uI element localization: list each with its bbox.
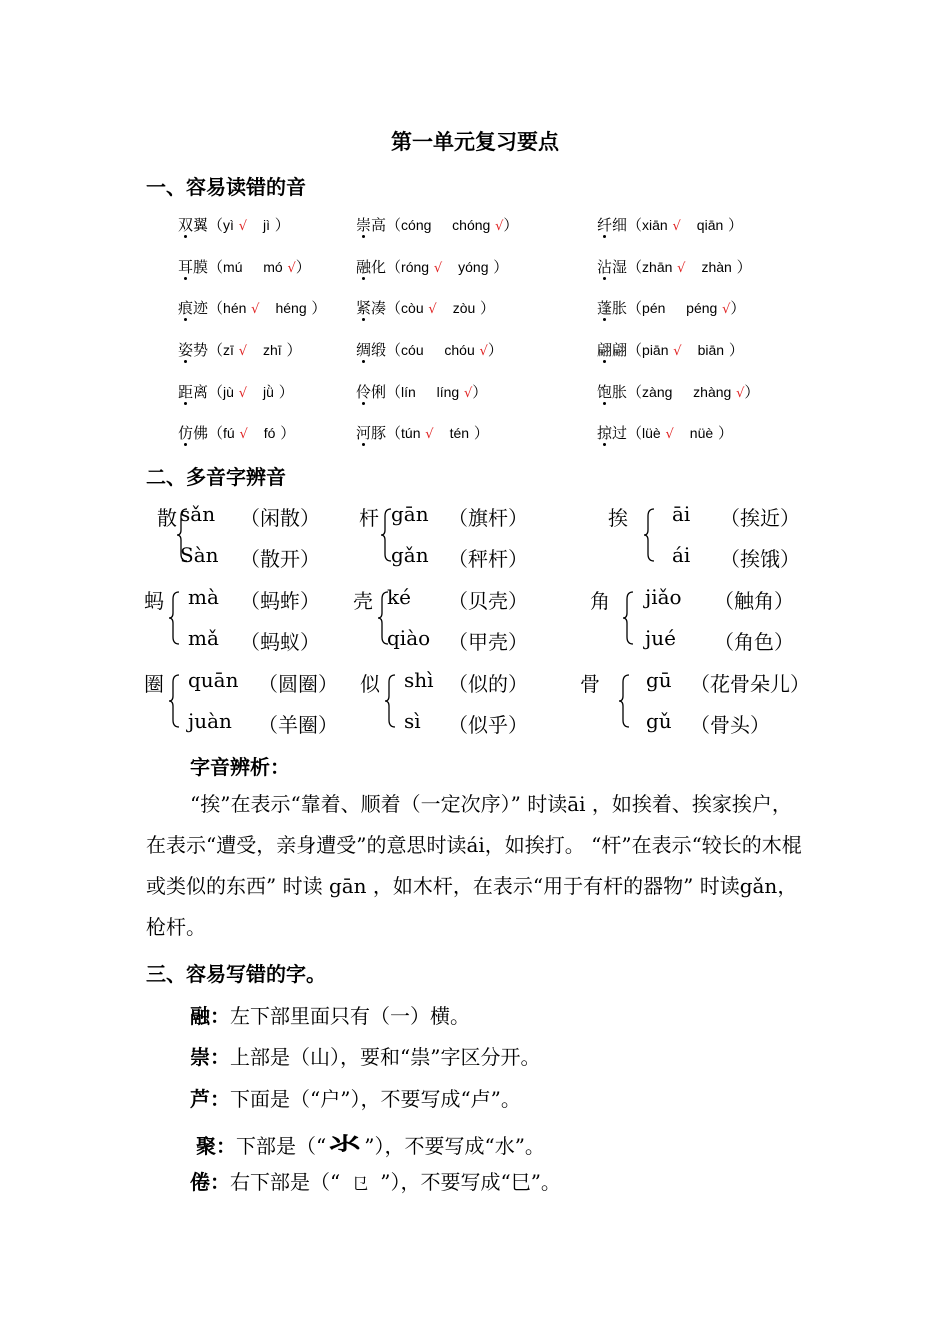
writing-item [190,1166,561,1195]
reading-option: cóu [401,342,424,358]
analysis-label: 字音辨析： [190,755,290,779]
writing-text: 左下部里面只有（一）横。 [230,1004,470,1028]
reading-word [597,339,627,360]
reading-option: yóng [458,259,489,275]
polyphone-reading: Sàn [180,543,219,567]
emphasis-dot [184,277,187,280]
reading-item: 崇高 （cóng chóng √） [356,214,518,235]
emphasis-dot [184,360,187,363]
reading-word-text: 纤细 [597,216,628,234]
emphasis-dot [603,277,606,280]
reading-option: tén [449,425,470,441]
reading-word [597,214,627,235]
polyphone-char: 挨 [608,506,628,530]
reading-word [178,256,208,277]
polyphone-word: （挨近） [720,506,800,530]
reading-item: 绸缎 （cóu chóu √） [356,339,503,360]
check-mark: √ [433,261,443,276]
polyphone-word: （挨饿） [720,547,800,571]
reading-option: fó [263,425,276,441]
reading-option: cóng [401,217,432,233]
writing-text: 上部是（山），要和“祟”字区分开。 [230,1045,541,1069]
emphasis-dot [184,318,187,321]
writing-text-pre: 下部是（“ [236,1134,327,1158]
reading-option: nüè [689,425,714,441]
reading-word [356,381,386,402]
reading-option: mó [263,259,283,275]
emphasis-dot [362,402,365,405]
reading-option: lüè [642,425,661,441]
check-mark: √ [677,261,686,276]
polyphone-word: （似的） [448,672,528,696]
reading-item: 双翼 （yì √ jì ） [178,214,290,235]
reading-item: 纤细 （xiān √ qiān ） [597,214,743,235]
check-mark: √ [428,302,437,317]
reading-item: 耳膜 （mú mó √） [178,256,311,277]
check-mark: √ [673,344,682,359]
reading-option: xiān [642,217,668,233]
reading-option: héng [275,300,307,316]
emphasis-dot [603,360,606,363]
polyphone-reading: gǎn [391,543,429,567]
polyphone-char: 骨 [580,672,600,696]
reading-option: chóu [444,342,475,358]
reading-item: 伶俐 （lín líng √） [356,381,487,402]
polyphone-word: （似乎） [448,713,528,737]
reading-option: pén [642,300,666,316]
reading-option: zī [223,342,234,358]
check-mark: √ [238,219,247,234]
brace-icon [622,591,634,645]
polyphone-reading: qiào [387,626,431,650]
check-mark: √ [425,427,434,442]
check-mark: √ [722,302,731,317]
reading-option: zhān [642,259,673,275]
reading-option: jǜ [263,384,274,400]
reading-word-text: 融化 [356,258,387,276]
polyphone-char: 圈 [144,672,164,696]
reading-word [178,339,208,360]
polyphone-word: （圆圈） [258,672,338,696]
reading-item: 仿佛 （fú √ fó ） [178,422,295,443]
polyphone-word: （蚂蚱） [240,589,320,613]
polyphone-char: 散 [157,506,177,530]
reading-option: jù [223,384,234,400]
reading-word [597,297,627,318]
reading-option: lín [401,384,416,400]
reading-item: 蓬胀 （pén péng √） [597,297,745,318]
component-glyph: 㔾 [352,1174,369,1193]
section-heading-1: 一、容易读错的音 [146,175,306,199]
writing-char: 芦： [190,1087,230,1111]
section-heading-3: 三、容易写错的字。 [146,962,326,986]
reading-item: 痕迹 （hén √ héng ） [178,297,326,318]
reading-option: còu [401,300,424,316]
check-mark: √ [495,219,504,234]
reading-word [178,422,208,443]
reading-word-text: 翩翩 [597,341,628,359]
polyphone-char: 壳 [353,589,373,613]
reading-word-text: 仿佛 [178,424,209,442]
reading-option: tún [401,425,421,441]
reading-word [356,214,386,235]
brace-icon [168,674,180,728]
polyphone-word: （角色） [714,630,794,654]
polyphone-word: （触角） [714,589,794,613]
reading-option: péng [686,300,718,316]
reading-word-text: 河豚 [356,424,387,442]
reading-option: jì [263,217,270,233]
check-mark: √ [672,219,681,234]
emphasis-dot [603,402,606,405]
emphasis-dot [362,360,365,363]
writing-item [190,1083,521,1112]
polyphone-char: 似 [360,672,380,696]
reading-item: 融化 （róng √ yóng ） [356,256,508,277]
polyphone-reading: sǎn [180,502,216,526]
reading-option: zòu [452,300,476,316]
reading-option: zàng [642,384,673,400]
reading-item: 距离 （jù √ jǜ ） [178,381,294,402]
emphasis-dot [184,443,187,446]
polyphone-char: 角 [590,589,610,613]
reading-option: chóng [452,217,491,233]
page-title: 第一单元复习要点 [391,130,559,154]
reading-option: líng [436,384,460,400]
polyphone-word: （甲壳） [448,630,528,654]
check-mark: √ [665,427,674,442]
polyphone-reading: sì [404,709,421,733]
polyphone-reading: gū [646,668,672,692]
writing-text: 下面是（“户”），不要写成“卢”。 [230,1087,521,1111]
polyphone-reading: gǔ [646,709,672,733]
polyphone-word: （闲散） [240,506,320,530]
writing-item [190,1000,470,1029]
check-mark: √ [239,427,248,442]
polyphone-reading: mǎ [188,626,219,650]
reading-option: piān [642,342,669,358]
polyphone-word: （花骨朵儿） [690,672,810,696]
check-mark: √ [238,344,247,359]
reading-word-text: 紧凑 [356,299,387,317]
reading-word-text: 蓬胀 [597,299,628,317]
reading-item: 姿势 （zī √ zhī ） [178,339,301,360]
reading-word [597,381,627,402]
writing-char: 融： [190,1004,230,1028]
reading-option: mú [223,259,243,275]
writing-text-post: ”），不要写成“巳”。 [380,1170,561,1194]
writing-item [190,1041,540,1070]
check-mark: √ [251,302,260,317]
reading-word-text: 姿势 [178,341,209,359]
reading-word [597,256,627,277]
polyphone-reading: jué [645,626,676,650]
emphasis-dot [603,318,606,321]
reading-item: 河豚 （tún √ tén ） [356,422,489,443]
emphasis-dot [362,318,365,321]
polyphone-reading: mà [188,585,219,609]
check-mark: √ [463,386,473,401]
polyphone-word: （秤杆） [448,547,528,571]
reading-word [356,422,386,443]
emphasis-dot [362,235,365,238]
writing-text-pre: 右下部是（“ [230,1170,341,1194]
section-heading-2: 二、多音字辨音 [146,465,286,489]
writing-text-post: ”），不要写成“水”。 [364,1134,545,1158]
reading-item: 掠过 （lüè √ nüè ） [597,422,733,443]
writing-item [196,1124,545,1161]
reading-option: hén [223,300,247,316]
reading-option: fú [223,425,235,441]
check-mark: √ [479,344,488,359]
reading-word-text: 距离 [178,383,209,401]
reading-word-text: 耳膜 [178,258,209,276]
reading-option: biān [697,342,725,358]
polyphone-char: 蚂 [144,589,164,613]
reading-word [356,339,386,360]
polyphone-reading: juàn [188,709,232,733]
writing-char: 崇： [190,1045,230,1069]
polyphone-char: 杆 [359,506,379,530]
reading-option: yì [223,217,234,233]
reading-option: róng [401,259,430,275]
emphasis-dot [362,443,365,446]
check-mark: √ [238,386,248,401]
emphasis-dot [184,235,187,238]
component-glyph: 氺 [328,1130,362,1160]
polyphone-word: （旗杆） [448,506,528,530]
polyphone-word: （散开） [240,547,320,571]
reading-item: 紧凑 （còu √ zòu ） [356,297,495,318]
check-mark: √ [736,386,745,401]
reading-word [356,256,386,277]
reading-word [356,297,386,318]
reading-word-text: 掠过 [597,424,628,442]
reading-option: zhī [263,342,282,358]
brace-icon [618,674,630,728]
check-mark: √ [287,261,296,276]
emphasis-dot [603,443,606,446]
polyphone-reading: ké [387,585,411,609]
polyphone-reading: jiǎo [645,585,682,609]
polyphone-reading: ái [672,543,691,567]
polyphone-word: （骨头） [690,713,770,737]
reading-word-text: 痕迹 [178,299,209,317]
emphasis-dot [603,235,606,238]
polyphone-reading: shì [404,668,434,692]
reading-item: 饱胀 （zàng zhàng √） [597,381,759,402]
writing-char: 倦： [190,1170,230,1194]
emphasis-dot [184,402,187,405]
reading-option: qiān [696,217,724,233]
polyphone-word: （蚂蚁） [240,630,320,654]
reading-option: zhàn [701,259,732,275]
writing-char: 聚： [196,1134,236,1158]
reading-word-text: 饱胀 [597,383,628,401]
polyphone-reading: āi [672,502,691,526]
polyphone-word: （贝壳） [448,589,528,613]
reading-word-text: 双翼 [178,216,209,234]
reading-word [178,297,208,318]
reading-item: 沾湿 （zhān √ zhàn ） [597,256,752,277]
emphasis-dot [362,277,365,280]
brace-icon [384,674,396,728]
analysis-text: “挨”在表示“靠着、顺着（一定次序）” 时读āi ，如挨着、挨家挨户，在表示“遭受，亲身遭受”的意思时读ái，如挨打。 “杆”在表示“较长的木棍或类似的东西” 时读 gān ，如木杆，在表示“用于有杆的器物” 时读gǎn，枪杆。 [146,792,802,939]
reading-word [178,214,208,235]
reading-word [178,381,208,402]
polyphone-word: （羊圈） [258,713,338,737]
reading-word-text: 伶俐 [356,383,387,401]
reading-item: 翩翩 （piān √ biān ） [597,339,744,360]
reading-word-text: 崇高 [356,216,387,234]
brace-icon [643,508,655,562]
polyphone-reading: gān [391,502,429,526]
reading-word-text: 沾湿 [597,258,628,276]
polyphone-reading: quān [188,668,239,692]
reading-word-text: 绸缎 [356,341,387,359]
reading-word [597,422,627,443]
reading-option: zhàng [693,384,732,400]
brace-icon [168,591,180,645]
